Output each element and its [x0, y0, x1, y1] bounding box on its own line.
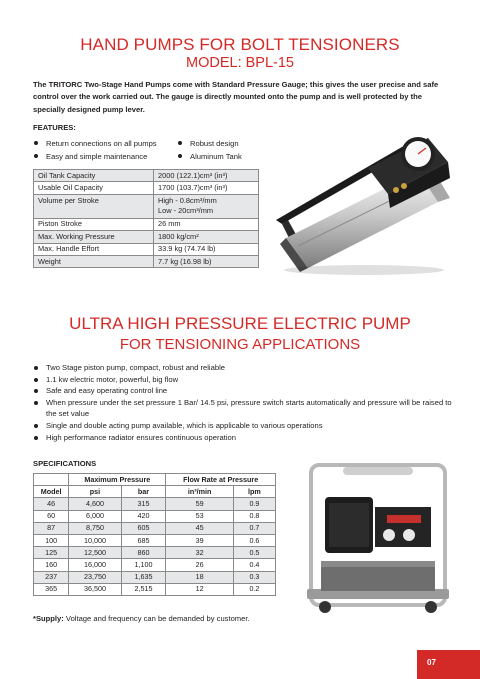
list-item: Two Stage piston pump, compact, robust and reliable: [33, 362, 453, 374]
cell: 100: [34, 534, 69, 546]
table-row: [34, 231, 259, 243]
table-row: [34, 510, 276, 522]
cell: 26: [166, 559, 234, 571]
cell: 0.3: [233, 571, 275, 583]
cell: 0.5: [233, 547, 275, 559]
spec-value: 26 mm: [154, 218, 259, 230]
cell: 860: [121, 547, 166, 559]
cell: 18: [166, 571, 234, 583]
cell: 0.7: [233, 522, 275, 534]
cell: 685: [121, 534, 166, 546]
header-flow-rate: Flow Rate at Pressure: [166, 474, 276, 486]
features-list-right: [177, 137, 242, 163]
list-item: Safe and easy operating control line: [33, 385, 453, 397]
page-number-badge: [417, 650, 480, 679]
cell: 16,000: [69, 559, 121, 571]
hand-pump-image: [268, 128, 460, 278]
cell: 23,750: [69, 571, 121, 583]
spec-value: [154, 194, 259, 218]
page-number: 07: [427, 658, 436, 667]
cell: 60: [34, 510, 69, 522]
spec-value: 1700 (103.7)cm³ (in³): [154, 182, 259, 194]
cell: 0.8: [233, 510, 275, 522]
cell: 365: [34, 583, 69, 595]
feature-item: Return connections on all pumps: [33, 137, 157, 150]
cell: 36,500: [69, 583, 121, 595]
cell: 1,100: [121, 559, 166, 571]
cell: 160: [34, 559, 69, 571]
spec-value: 2000 (122.1)cm³ (in³): [154, 170, 259, 182]
cell: 420: [121, 510, 166, 522]
feature-item: Aluminum Tank: [177, 150, 242, 163]
model-heading: MODEL: BPL-15: [186, 55, 294, 71]
cell: 32: [166, 547, 234, 559]
electric-pump-subheading: FOR TENSIONING APPLICATIONS: [119, 336, 361, 353]
cell: 8,750: [69, 522, 121, 534]
cell: 0.9: [233, 498, 275, 510]
feature-item: Easy and simple maintenance: [33, 150, 157, 163]
cell: 39: [166, 534, 234, 546]
features-list-left: [33, 137, 157, 163]
hand-pumps-heading: HAND PUMPS FOR BOLT TENSIONERS: [80, 35, 400, 54]
pressure-table-body: [34, 498, 276, 596]
specifications-label: SPECIFICATIONS: [33, 459, 97, 468]
cell: 59: [166, 498, 234, 510]
cell: 10,000: [69, 534, 121, 546]
spec-label: Weight: [34, 255, 154, 267]
spec-label: Usable Oil Capacity: [34, 182, 154, 194]
table-row: [34, 522, 276, 534]
column-header: Model: [34, 486, 69, 498]
column-header: in³/min: [166, 486, 234, 498]
spec-value-line: High - 0.8cm³/mm: [158, 196, 217, 206]
cell: 12,500: [69, 547, 121, 559]
list-item: Single and double acting pump available, which is applicable to various operations: [33, 420, 453, 432]
electric-pump-heading: ULTRA HIGH PRESSURE ELECTRIC PUMP: [69, 314, 411, 333]
supply-note-text: Voltage and frequency can be demanded by customer.: [63, 614, 250, 623]
table-row: [34, 182, 259, 194]
table-row: [34, 243, 259, 255]
cell: 237: [34, 571, 69, 583]
cell: 605: [121, 522, 166, 534]
table-row: [34, 534, 276, 546]
table-row: [34, 218, 259, 230]
header-cell-empty: [34, 474, 69, 486]
spec-label: Piston Stroke: [34, 218, 154, 230]
cell: 315: [121, 498, 166, 510]
cell: 0.2: [233, 583, 275, 595]
column-header: lpm: [233, 486, 275, 498]
table-header-row: [34, 486, 276, 498]
supply-note-label: *Supply:: [33, 614, 64, 623]
feature-item: Robust design: [177, 137, 242, 150]
header-max-pressure: Maximum Pressure: [69, 474, 166, 486]
hand-pump-spec-table: [33, 169, 259, 268]
table-row: [34, 255, 259, 267]
table-row: [34, 583, 276, 595]
list-item: 1.1 kw electric motor, powerful, big flow: [33, 374, 453, 386]
cell: 46: [34, 498, 69, 510]
table-row: [34, 571, 276, 583]
cell: 87: [34, 522, 69, 534]
intro-paragraph: The TRITORC Two-Stage Hand Pumps come with Standard Pressure Gauge; this gives the user precise and safe control over the work carried out. The gauge is directly mounted onto the pump and is well protected by the specially designed pump lever.: [33, 80, 439, 114]
table-row: [34, 170, 259, 182]
table-row: [34, 498, 276, 510]
cell: 53: [166, 510, 234, 522]
table-row: [34, 194, 259, 218]
list-item: High performance radiator ensures continuous operation: [33, 432, 453, 444]
cell: 6,000: [69, 510, 121, 522]
cell: 45: [166, 522, 234, 534]
spec-label: Max. Working Pressure: [34, 231, 154, 243]
electric-features-list: [33, 362, 453, 443]
column-header: psi: [69, 486, 121, 498]
spec-label: Oil Tank Capacity: [34, 170, 154, 182]
table-row: [34, 559, 276, 571]
spec-value: 7.7 kg (16.98 lb): [154, 255, 259, 267]
spec-value: 33.9 kg (74.74 lb): [154, 243, 259, 255]
cell: 0.4: [233, 559, 275, 571]
electric-pump-image: [303, 461, 453, 616]
cell: 1,635: [121, 571, 166, 583]
table-row: [34, 547, 276, 559]
table-header-row: [34, 474, 276, 486]
cell: 125: [34, 547, 69, 559]
cell: 0.6: [233, 534, 275, 546]
cell: 4,600: [69, 498, 121, 510]
features-label: FEATURES:: [33, 123, 76, 132]
spec-label: Max. Handle Effort: [34, 243, 154, 255]
supply-note: [33, 614, 250, 623]
cell: 2,515: [121, 583, 166, 595]
pressure-spec-table: [33, 473, 276, 596]
spec-value: 1800 kg/cm²: [154, 231, 259, 243]
spec-value-line: Low - 20cm³/mm: [158, 206, 214, 216]
cell: 12: [166, 583, 234, 595]
list-item: When pressure under the set pressure 1 Bar/ 14.5 psi, pressure switch starts automatically and pressure will be raised to the set value: [33, 397, 453, 420]
column-header: bar: [121, 486, 166, 498]
spec-label: Volume per Stroke: [34, 194, 154, 218]
